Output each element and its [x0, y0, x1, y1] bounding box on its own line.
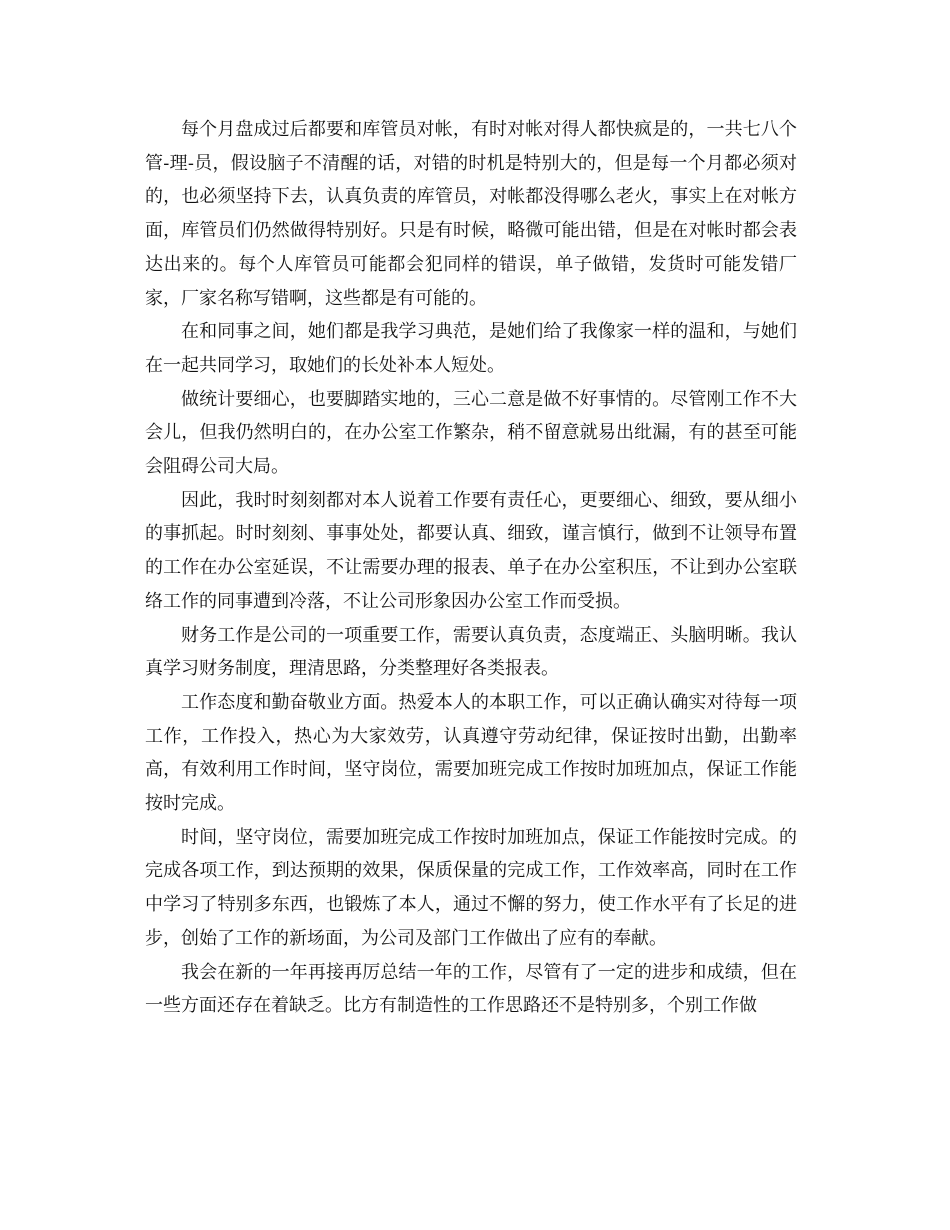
paragraph-8: 我会在新的一年再接再厉总结一年的工作，尽管有了一定的进步和成绩，但在一些方面还存在着缺乏。比方有制造性的工作思路还不是特别多，个别工作做: [145, 961, 797, 1017]
paragraph-4: 因此，我时时刻刻都对本人说着工作要有责任心，更要细心、细致，要从细小的事抓起。时时刻刻、事事处处，都要认真、细致，谨言慎行，做到不让领导布置的工作在办公室延误，不让需要办理的报表、单子在办公室积压，不让到办公室联络工作的同事遭到冷落，不让公司形象因办公室工作而受损。: [145, 489, 797, 612]
paragraph-6: 工作态度和勤奋敬业方面。热爱本人的本职工作，可以正确认确实对待每一项工作，工作投入，热心为大家效劳，认真遵守劳动纪律，保证按时出勤，出勤率高，有效利用工作时间，坚守岗位，需要加班完成工作按时加班加点，保证工作能按时完成。: [145, 691, 797, 815]
document-body: [145, 113, 797, 1023]
paragraph-7: 时间，坚守岗位，需要加班完成工作按时加班加点，保证工作能按时完成。的完成各项工作，到达预期的效果，保质保量的完成工作，工作效率高，同时在工作中学习了特别多东西，也锻炼了本人，通过不懈的努力，使工作水平有了长足的进步，创始了工作的新场面，为公司及部门工作做出了应有的奉献。: [145, 826, 797, 949]
paragraph-3: 做统计要细心，也要脚踏实地的，三心二意是做不好事情的。尽管刚工作不大会儿，但我仍然明白的，在办公室工作繁杂，稍不留意就易出纰漏，有的甚至可能会阻碍公司大局。: [145, 388, 797, 478]
paragraph-1: 每个月盘成过后都要和库管员对帐，有时对帐对得人都快疯是的，一共七八个管-理-员，假设脑子不清醒的话，对错的时机是特别大的，但是每一个月都必须对的，也必须坚持下去，认真负责的库管员，对帐都没得哪么老火，事实上在对帐方面，库管员们仍然做得特别好。只是有时候，略微可能出错，但是在对帐时都会表达出来的。每个人库管员可能都会犯同样的错误，单子做错，发货时可能发错厂家，厂家名称写错啊，这些都是有可能的。: [145, 119, 797, 309]
paragraph-2: 在和同事之间，她们都是我学习典范，是她们给了我像家一样的温和，与她们在一起共同学习，取她们的长处补本人短处。: [145, 321, 797, 376]
paragraph-5: 财务工作是公司的一项重要工作，需要认真负责，态度端正、头脑明晰。我认真学习财务制度，理清思路，分类整理好各类报表。: [145, 624, 797, 680]
